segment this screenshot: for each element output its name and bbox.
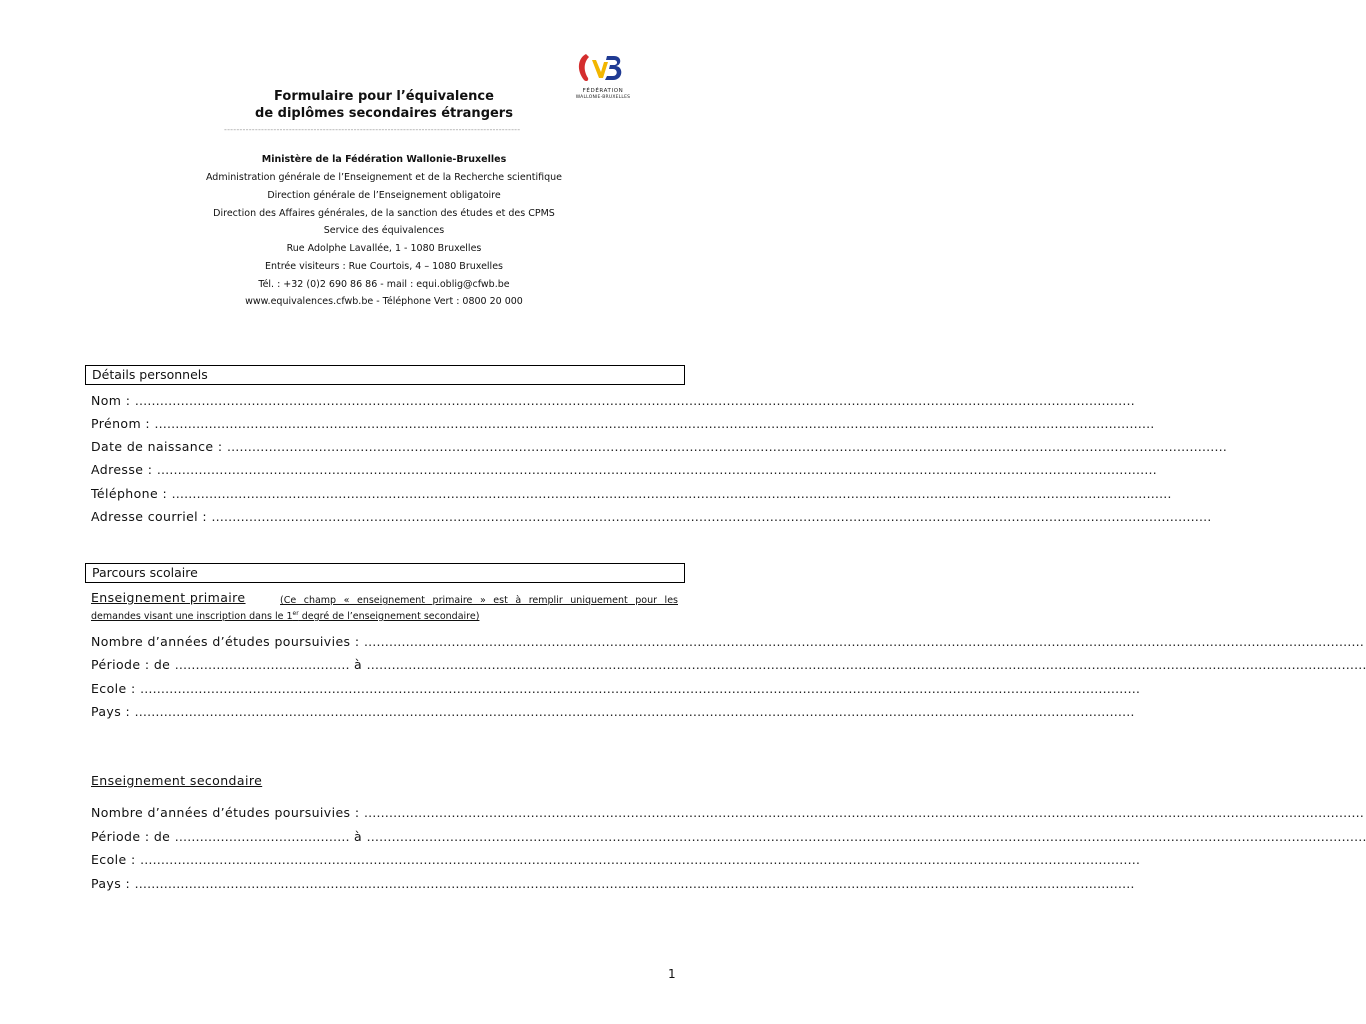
- fill-dots: ……………………………………………………………………………………………………………………………………………………………………………………………………………………: [366, 829, 1366, 844]
- section-header-personal: Détails personnels: [85, 365, 685, 385]
- fill-dots: ……………………………………………………………………………………………………………………………………………………………………………………………………………………: [139, 852, 1140, 867]
- page-title-line2: de diplômes secondaires étrangers: [255, 106, 513, 121]
- field-primary-period[interactable]: [91, 657, 1366, 672]
- address-line: Entrée visiteurs : Rue Courtois, 4 – 1080 Bruxelles: [264, 261, 503, 272]
- field-label: Téléphone :: [91, 486, 172, 501]
- fill-dots: ……………………………………………………………………………………………………………………………………………………………………………………………………………………: [134, 393, 1135, 408]
- period-separator: à: [349, 829, 367, 844]
- field-adresse[interactable]: [91, 462, 1157, 477]
- field-primary-years[interactable]: [91, 634, 1364, 649]
- address-line: Administration générale de l’Enseignement et de la Recherche scientifique: [205, 172, 563, 183]
- address-line: Rue Adolphe Lavallée, 1 - 1080 Bruxelles: [286, 243, 482, 254]
- fill-dots: ……………………………………………………………………………………………………………………………………………………………………………………………………………………: [139, 681, 1140, 696]
- field-prenom[interactable]: [91, 416, 1155, 431]
- address-line: Direction générale de l’Enseignement obligatoire: [267, 190, 501, 201]
- field-label: Nom :: [91, 393, 135, 408]
- field-label: Ecole :: [91, 852, 140, 867]
- field-label: Adresse :: [91, 462, 157, 477]
- field-label: Nombre d’années d’études poursuivies :: [91, 634, 364, 649]
- field-label: Pays :: [91, 876, 135, 891]
- fill-dots: ……………………………………………………………………………………………………………………………………………………………………………………………………………………: [134, 704, 1135, 719]
- field-label: Pays :: [91, 704, 135, 719]
- page-number: 1: [668, 967, 676, 981]
- field-label: Période : de: [91, 829, 175, 844]
- field-adresse-courriel[interactable]: [91, 509, 1212, 524]
- fill-dots: ……………………………………………………………………………………………………………………………………………………………………………………………………………………: [226, 439, 1227, 454]
- field-telephone[interactable]: [91, 486, 1172, 501]
- federation-logo: [572, 50, 634, 106]
- section-header-school: Parcours scolaire: [85, 563, 685, 583]
- field-date-naissance[interactable]: [91, 439, 1227, 454]
- contact-phone-mail: Tél. : +32 (0)2 690 86 86 - mail : equi.oblig@cfwb.be: [258, 279, 510, 290]
- field-label: Ecole :: [91, 681, 140, 696]
- fill-dots: ……………………………………………………………………………………………………………………………………………………………………………………………………………………: [211, 509, 1212, 524]
- fill-dots: ……………………………………………………………………………………………………………………………………………………………………………………………………………………: [363, 805, 1364, 820]
- logo-line2: WALLONIE-BRUXELLES: [575, 95, 631, 100]
- period-separator: à: [349, 657, 367, 672]
- field-label: Période : de: [91, 657, 175, 672]
- fill-dots: ……………………………………: [174, 829, 350, 844]
- field-primary-school[interactable]: [91, 681, 1140, 696]
- field-label: Prénom :: [91, 416, 155, 431]
- title-divider: ------------------------------------------------------------------------------------------------: [224, 125, 521, 134]
- fill-dots: ……………………………………………………………………………………………………………………………………………………………………………………………………………………: [134, 876, 1135, 891]
- fill-dots: ……………………………………: [174, 657, 350, 672]
- field-label: Nombre d’années d’études poursuivies :: [91, 805, 364, 820]
- address-line: Service des équivalences: [323, 225, 445, 236]
- primary-education-note: (Ce champ « enseignement primaire » est à remplir uniquement pour les demandes visant une inscription dans le 1er degré de l’enseignement secondaire): [91, 595, 678, 623]
- field-secondary-years[interactable]: [91, 805, 1364, 820]
- secondary-education-title: Enseignement secondaire: [91, 773, 263, 788]
- field-label: Date de naissance :: [91, 439, 227, 454]
- fill-dots: ……………………………………………………………………………………………………………………………………………………………………………………………………………………: [366, 657, 1366, 672]
- fill-dots: ……………………………………………………………………………………………………………………………………………………………………………………………………………………: [156, 462, 1157, 477]
- field-label: Adresse courriel :: [91, 509, 212, 524]
- field-secondary-period[interactable]: [91, 829, 1366, 844]
- ministry-name: Ministère de la Fédération Wallonie-Bruxelles: [261, 154, 507, 165]
- fill-dots: ……………………………………………………………………………………………………………………………………………………………………………………………………………………: [363, 634, 1364, 649]
- address-line: Direction des Affaires générales, de la sanction des études et des CPMS: [213, 208, 555, 219]
- fill-dots: ……………………………………………………………………………………………………………………………………………………………………………………………………………………: [154, 416, 1155, 431]
- primary-education-title: Enseignement primaire: [91, 590, 246, 605]
- field-nom[interactable]: [91, 393, 1135, 408]
- field-primary-country[interactable]: [91, 704, 1135, 719]
- fwb-logo-mark-icon: [572, 50, 634, 86]
- logo-line1: FÉDÉRATION: [582, 88, 624, 94]
- field-secondary-country[interactable]: [91, 876, 1135, 891]
- contact-website: www.equivalences.cfwb.be - Téléphone Vert : 0800 20 000: [245, 296, 523, 307]
- fill-dots: ……………………………………………………………………………………………………………………………………………………………………………………………………………………: [171, 486, 1172, 501]
- page-title-line1: Formulaire pour l’équivalence: [274, 89, 494, 104]
- field-secondary-school[interactable]: [91, 852, 1140, 867]
